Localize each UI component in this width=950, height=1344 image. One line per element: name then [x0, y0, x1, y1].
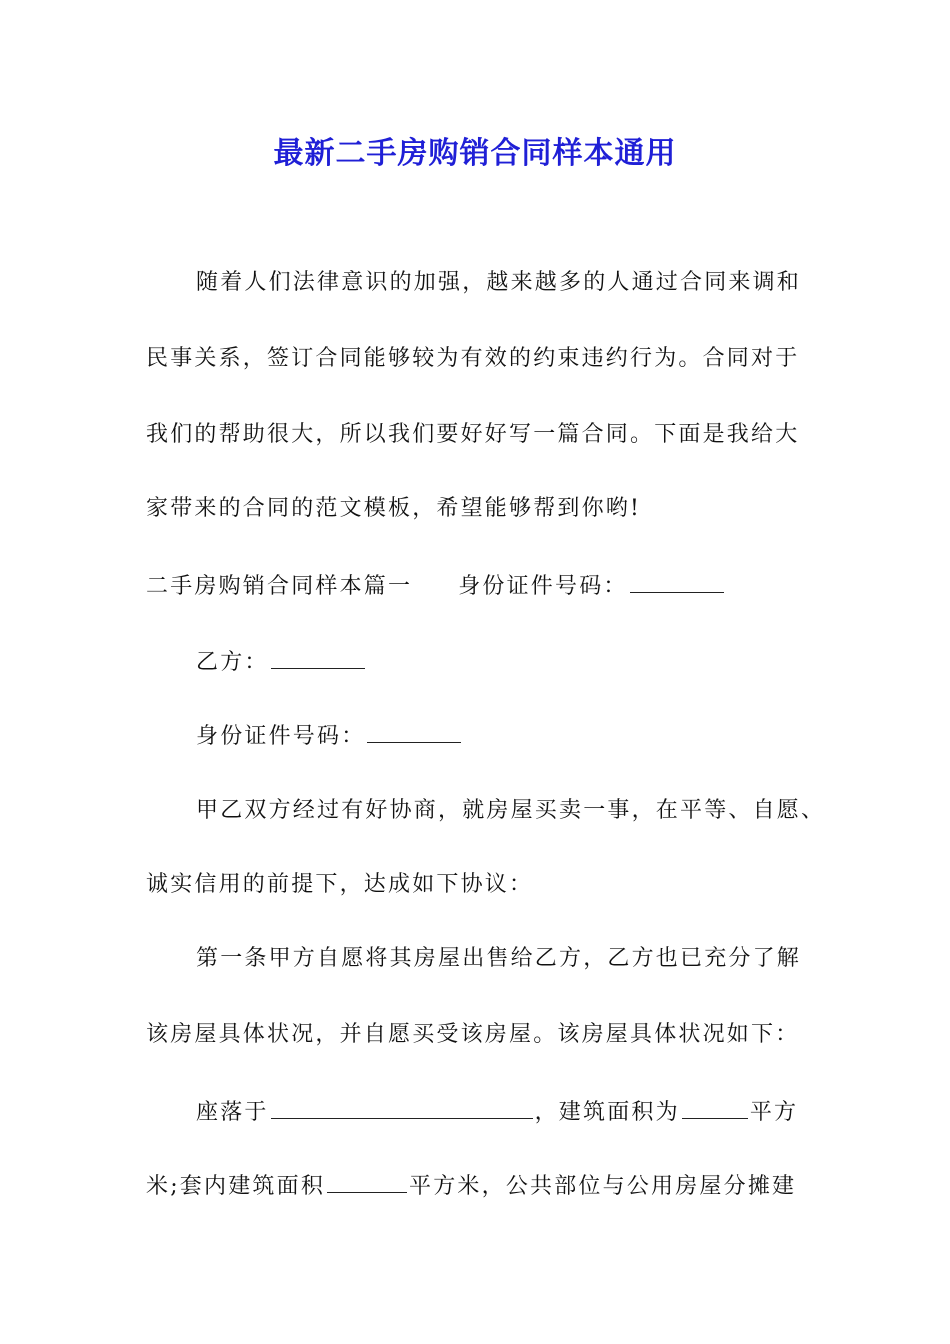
area-label: ，建筑面积为 [534, 1100, 680, 1125]
article1-line-1: 第一条甲方自愿将其房屋出售给乙方，乙方也已充分了解 [196, 946, 802, 971]
agreement-line-2: 诚实信用的前提下，达成如下协议： [146, 872, 534, 897]
intro-line-2: 民事关系，签订合同能够较为有效的约束违约行为。合同对于 [146, 346, 800, 371]
location-label: 座落于 [196, 1100, 269, 1125]
document-title: 最新二手房购销合同样本通用 [273, 136, 677, 171]
id-number-label-2: 身份证件号码： [196, 724, 366, 749]
area-blank [682, 1096, 748, 1119]
party-b-blank [271, 646, 365, 669]
inner-area-blank [327, 1170, 407, 1193]
id-number-line-2 [196, 720, 463, 752]
article1-line-2: 该房屋具体状况，并自愿买受该房屋。该房屋具体状况如下： [146, 1022, 800, 1047]
id-number-label-1: 身份证件号码： [458, 574, 628, 599]
agreement-line-1: 甲乙双方经过有好协商，就房屋买卖一事，在平等、自愿、 [196, 798, 826, 823]
intro-line-4: 家带来的合同的范文模板，希望能够帮到你哟! [146, 496, 642, 521]
section-heading-line [146, 570, 726, 602]
party-b-line [196, 646, 367, 678]
intro-line-1: 随着人们法律意识的加强，越来越多的人通过合同来调和 [196, 270, 802, 295]
inner-area-label: 米;套内建筑面积 [146, 1174, 326, 1199]
inner-area-line [146, 1170, 796, 1202]
id-number-blank-1 [630, 570, 724, 593]
intro-line-3: 我们的帮助很大，所以我们要好好写一篇合同。下面是我给大 [146, 422, 800, 447]
location-blank [271, 1096, 533, 1119]
id-number-blank-2 [367, 720, 461, 743]
shared-area-label: 平方米，公共部位与公用房屋分摊建 [409, 1174, 797, 1199]
location-line [196, 1096, 798, 1128]
party-b-label: 乙方： [196, 650, 269, 675]
area-unit-label: 平方 [749, 1100, 799, 1125]
section-heading: 二手房购销合同样本篇一 [146, 574, 413, 599]
